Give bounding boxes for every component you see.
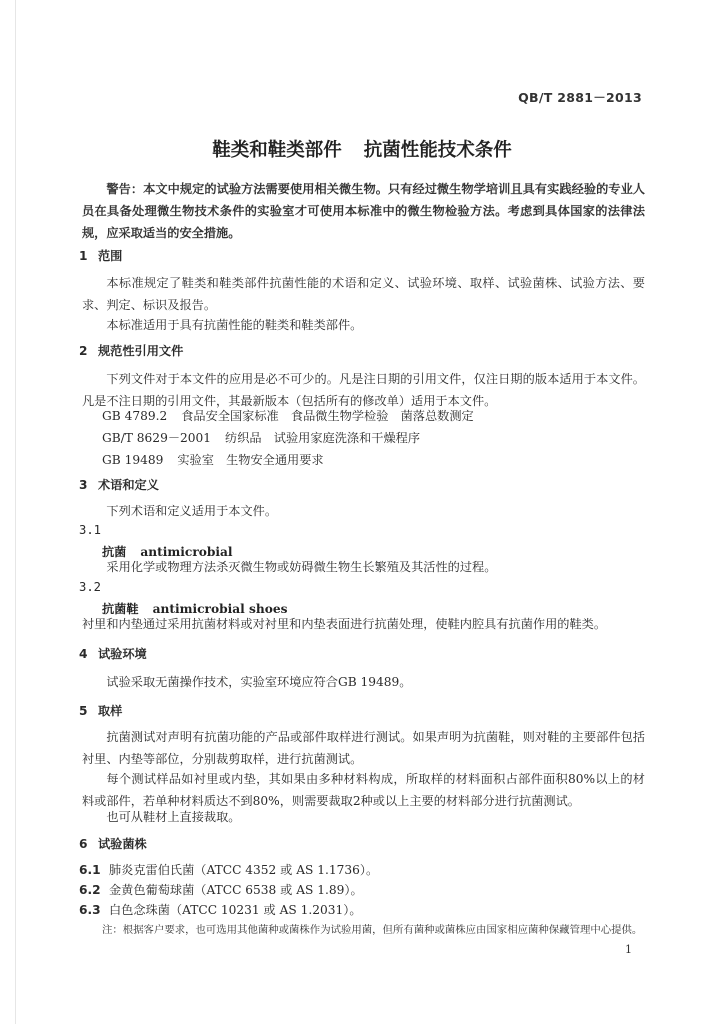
term-chinese: 抗菌鞋 [102,602,139,616]
reference-title: 纺织品 试验用家庭洗涤和干燥程序 [225,431,421,445]
sampling-paragraph-2: 每个测试样品如衬里或内垫，其如果由多种材料构成，所取样的材料面积占部件面积80%以上的材料或部件，若单种材料质达不到80%，则需要裁取2种或以上主要的材料部分进行抗菌测试。 [82,772,645,808]
section-1-heading [79,247,122,264]
strain-item [79,881,363,898]
section-5-heading [79,702,122,719]
strain-item [79,861,378,878]
strain-text: 肺炎克雷伯氏菌（ATCC 4352 或 AS 1.1736）。 [109,863,379,877]
warning-paragraph: 警告：本文中规定的试验方法需要使用相关微生物。只有经过微生物学培训且具有实践经验的专业人员在具备处理微生物技术条件的实验室才可使用本标准中的微生物检验方法。考虑到具体国家的法律法规，应采取适当的安全措施。 [82,182,645,240]
terms-intro-paragraph: 下列术语和定义适用于本文件。 [106,504,278,518]
section-number: 4 [79,647,88,661]
strain-text: 白色念珠菌（ATCC 10231 或 AS 1.2031）。 [109,903,362,917]
term-english: antimicrobial [140,545,233,559]
section-title: 取样 [98,704,123,718]
strain-text: 金黄色葡萄球菌（ATCC 6538 或 AS 1.89）。 [109,883,363,897]
section-number: 5 [79,704,88,718]
scope-paragraph-1: 本标准规定了鞋类和鞋类部件抗菌性能的术语和定义、试验环境、取样、试验菌株、试验方法、要求、判定、标识及报告。 [82,276,645,312]
reference-code: GB 4789.2 [102,409,168,423]
section-3-heading [79,476,159,493]
section-title: 规范性引用文件 [98,344,184,358]
section-2-heading [79,342,183,359]
section-title: 范围 [98,249,123,263]
section-number: 6 [79,837,88,851]
document-title [0,136,724,162]
title-part-2: 抗菌性能技术条件 [363,140,512,161]
strain-number: 6.2 [79,883,101,897]
section-title: 术语和定义 [98,478,159,492]
section-title: 试验菌株 [98,837,147,851]
sampling-paragraph-1: 抗菌测试对声明有抗菌功能的产品或部件取样进行测试。如果声明为抗菌鞋，则对鞋的主要部件包括衬里、内垫等部位，分别裁剪取样，进行抗菌测试。 [82,730,645,766]
page-number: 1 [625,943,632,956]
term-english: antimicrobial shoes [152,602,288,616]
environment-paragraph: 试验采取无菌操作技术，实验室环境应符合GB 19489。 [106,675,412,689]
reference-title: 实验室 生物安全通用要求 [177,453,324,467]
strain-note: 注：根据客户要求，也可选用其他菌种或菌株作为试验用菌，但所有菌种或菌株应由国家相应菌种保藏管理中心提供。 [102,924,643,936]
scope-paragraph-2: 本标准适用于具有抗菌性能的鞋类和鞋类部件。 [106,318,363,332]
section-6-heading [79,835,147,852]
reference-item [102,451,324,468]
section-number: 3 [79,478,88,492]
section-4-heading [79,645,147,662]
section-number: 1 [79,249,88,263]
term-definition: 采用化学或物理方法杀灭微生物或妨碍微生物生长繁殖及其活性的过程。 [106,560,497,574]
sampling-paragraph-3: 也可从鞋材上直接裁取。 [106,810,241,824]
strain-number: 6.1 [79,863,101,877]
term-definition: 衬里和内垫通过采用抗菌材料或对衬里和内垫表面进行抗菌处理，使鞋内腔具有抗菌作用的鞋类。 [82,617,607,631]
term-chinese: 抗菌 [102,545,127,559]
strain-number: 6.3 [79,903,101,917]
clause-number: 3.1 [79,523,102,537]
reference-item [102,429,420,446]
reference-item [102,407,474,424]
strain-item [79,901,362,918]
reference-title: 食品安全国家标准 食品微生物学检验 菌落总数测定 [181,409,474,423]
reference-code: GB 19489 [102,453,164,467]
clause-number: 3.2 [79,580,102,594]
section-title: 试验环境 [98,647,147,661]
standard-code: QB/T 2881－2013 [518,90,642,105]
reference-code: GB/T 8629－2001 [102,431,212,445]
normative-intro-paragraph: 下列文件对于本文件的应用是必不可少的。凡是注日期的引用文件，仅注日期的版本适用于本文件。凡是不注日期的引用文件，其最新版本（包括所有的修改单）适用于本文件。 [82,372,645,408]
section-number: 2 [79,344,88,358]
title-part-1: 鞋类和鞋类部件 [212,140,342,161]
